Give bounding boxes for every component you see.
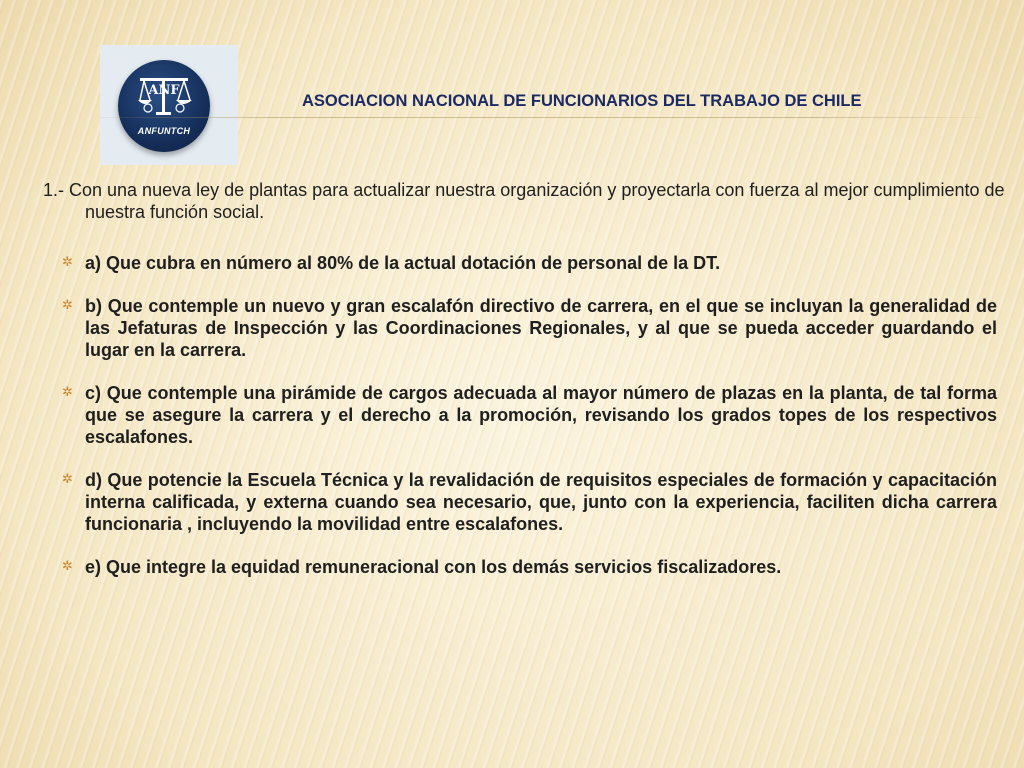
star-bullet-icon: ✲: [62, 254, 73, 269]
bullet-item: [62, 252, 997, 274]
bullet-item: [62, 295, 997, 361]
header-title: ASOCIACION NACIONAL DE FUNCIONARIOS DEL TRABAJO DE CHILE: [302, 92, 862, 110]
bullet-text: a) Que cubra en número al 80% de la actual dotación de personal de la DT.: [85, 253, 721, 273]
star-bullet-icon: ✲: [62, 558, 73, 573]
logo: [100, 45, 238, 165]
intro-paragraph: 1.- Con una nueva ley de plantas para actualizar nuestra organización y proyectarla con fuerza al mejor cumplimiento de nuestra función social.: [43, 180, 1005, 222]
star-bullet-icon: ✲: [62, 471, 73, 486]
header-divider: [100, 117, 980, 118]
logo-label: ANFUNTCH: [137, 126, 191, 136]
star-bullet-icon: ✲: [62, 384, 73, 399]
bullet-text: c) Que contemple una pirámide de cargos adecuada al mayor número de plazas en la planta, de tal forma que se asegure la carrera y el derecho a la promoción, revisando los grados topes de los respectivos escalafones.: [85, 383, 997, 447]
scales-icon: [134, 72, 194, 118]
star-bullet-icon: ✲: [62, 297, 73, 312]
bullet-list: [62, 252, 997, 599]
bullet-text: b) Que contemple un nuevo y gran escalafón directivo de carrera, en el que se incluyan la generalidad de las Jefaturas de Inspección y las Coordinaciones Regionales, y al que se pueda acceder guardando el lugar en la carrera.: [85, 296, 997, 360]
bullet-text: e) Que integre la equidad remuneracional con los demás servicios fiscalizadores.: [85, 557, 782, 577]
bullet-item: [62, 382, 997, 448]
bullet-item: [62, 556, 997, 578]
bullet-text: d) Que potencie la Escuela Técnica y la revalidación de requisitos especiales de formación y capacitación interna calificada, y externa cuando sea necesario, que, junto con la experiencia, faciliten dicha carrera funcionaria , incluyendo la movilidad entre escalafones.: [85, 470, 997, 534]
bullet-item: [62, 469, 997, 535]
logo-monogram: ANF: [148, 83, 180, 98]
logo-emblem: [118, 60, 210, 152]
